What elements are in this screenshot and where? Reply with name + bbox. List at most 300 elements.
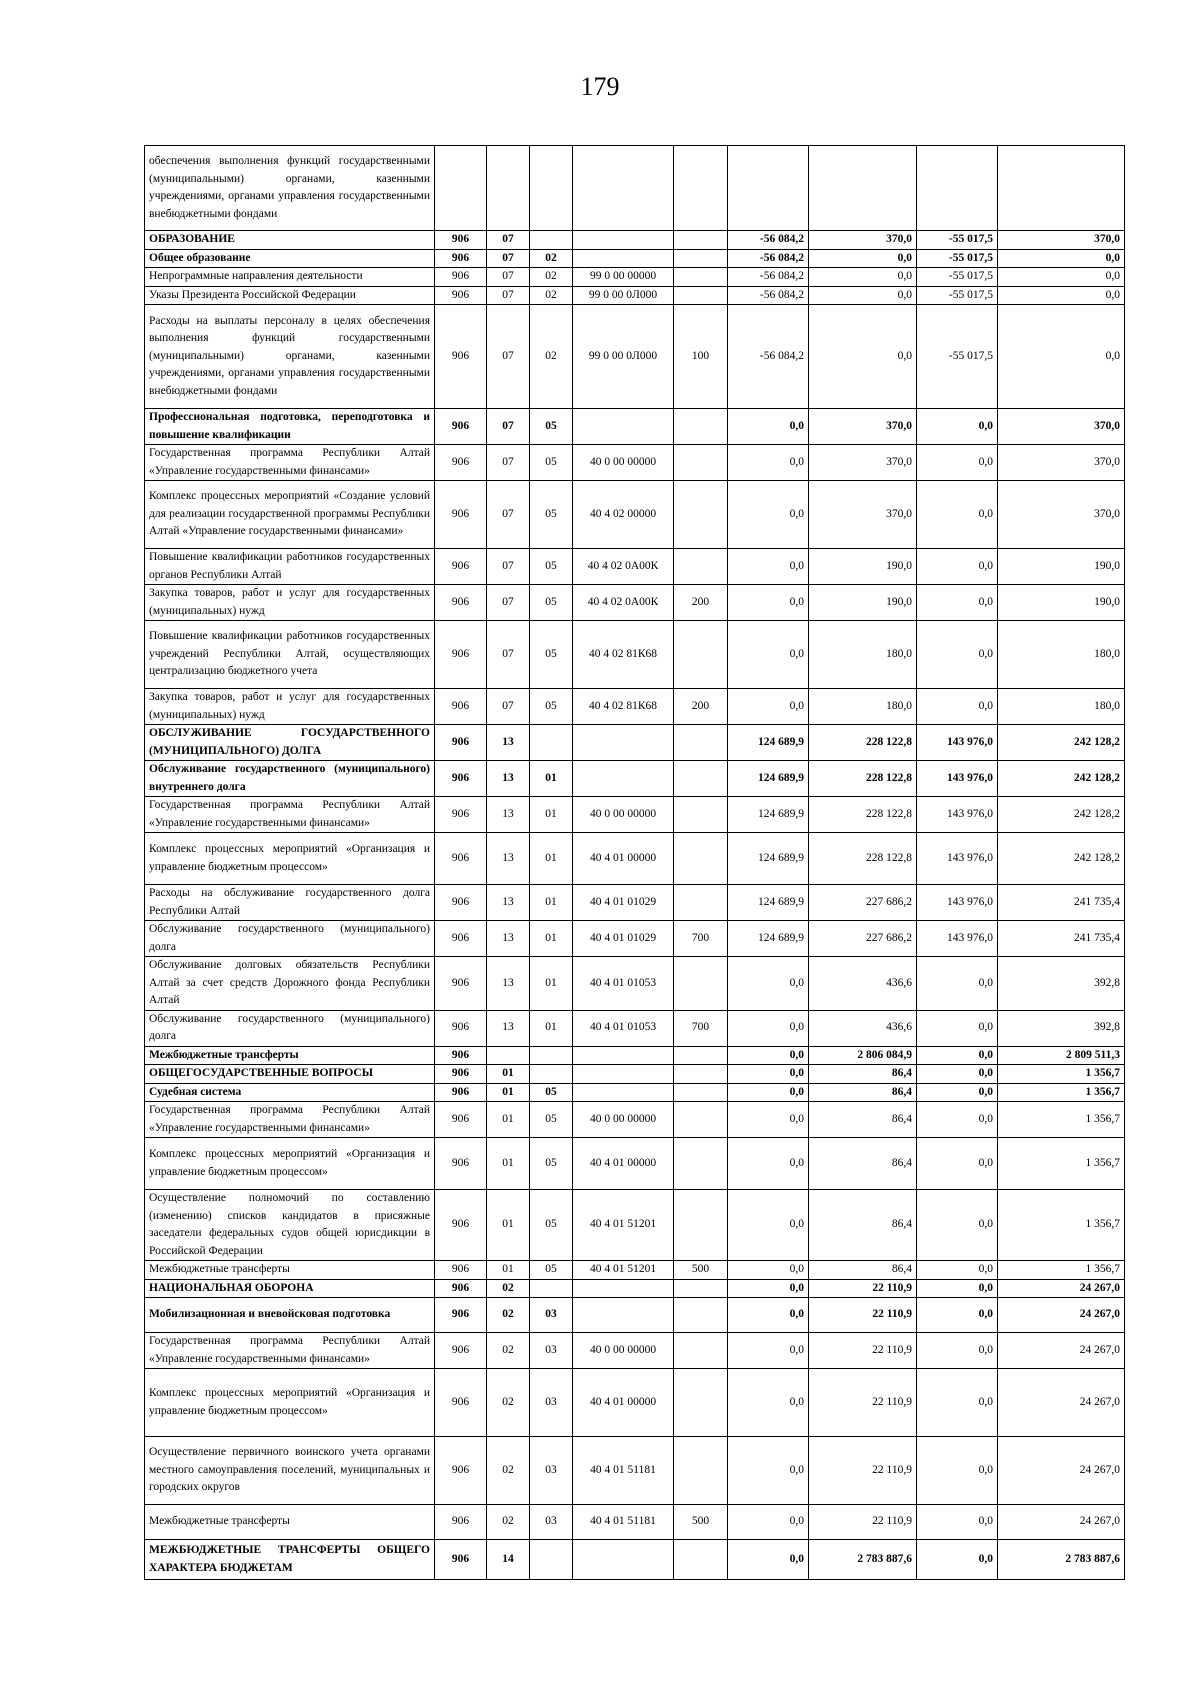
cell-target-article: 40 4 01 01053 xyxy=(573,1010,674,1046)
cell-section-code: 13 xyxy=(487,761,530,797)
cell-amount-4: 1 356,7 xyxy=(998,1083,1125,1102)
cell-name: ОБЩЕГОСУДАРСТВЕННЫЕ ВОПРОСЫ xyxy=(145,1065,435,1084)
cell-target-article: 40 4 01 51181 xyxy=(573,1505,674,1540)
cell-amount-1: 124 689,9 xyxy=(728,761,809,797)
cell-amount-1: 0,0 xyxy=(728,621,809,689)
table-body xyxy=(145,146,1125,1580)
cell-name: Закупка товаров, работ и услуг для государственных (муниципальных) нужд xyxy=(145,689,435,725)
cell-name: НАЦИОНАЛЬНАЯ ОБОРОНА xyxy=(145,1279,435,1298)
cell-name: Обслуживание государственного (муниципального) долга xyxy=(145,1010,435,1046)
cell-amount-3: 0,0 xyxy=(917,689,998,725)
cell-section-code: 07 xyxy=(487,268,530,287)
cell-subsection-code: 01 xyxy=(530,833,573,885)
cell-section-code: 07 xyxy=(487,689,530,725)
cell-section-code: 02 xyxy=(487,1437,530,1505)
cell-admin-code: 906 xyxy=(435,761,487,797)
cell-name: Осуществление первичного воинского учета органами местного самоуправления поселений, муниципальных и городских округов xyxy=(145,1437,435,1505)
cell-amount-4 xyxy=(998,146,1125,231)
cell-target-article: 40 0 00 00000 xyxy=(573,1333,674,1369)
cell-amount-4: 24 267,0 xyxy=(998,1279,1125,1298)
cell-admin-code: 906 xyxy=(435,921,487,957)
cell-subsection-code: 03 xyxy=(530,1437,573,1505)
table-row xyxy=(145,921,1125,957)
cell-amount-1: 0,0 xyxy=(728,1505,809,1540)
cell-admin-code xyxy=(435,146,487,231)
cell-expense-type xyxy=(674,1369,728,1437)
cell-amount-3: 0,0 xyxy=(917,1437,998,1505)
cell-name: ОБРАЗОВАНИЕ xyxy=(145,231,435,250)
cell-amount-3: -55 017,5 xyxy=(917,231,998,250)
cell-amount-2: 227 686,2 xyxy=(809,921,917,957)
cell-amount-1: 124 689,9 xyxy=(728,797,809,833)
cell-amount-4: 392,8 xyxy=(998,957,1125,1011)
cell-amount-1: 0,0 xyxy=(728,1190,809,1261)
cell-amount-3: 0,0 xyxy=(917,957,998,1011)
cell-section-code: 13 xyxy=(487,885,530,921)
cell-amount-4: 370,0 xyxy=(998,231,1125,250)
cell-amount-4: 1 356,7 xyxy=(998,1138,1125,1190)
cell-amount-3: 0,0 xyxy=(917,621,998,689)
table-row xyxy=(145,1261,1125,1280)
cell-amount-3: 0,0 xyxy=(917,1540,998,1580)
cell-amount-2: 86,4 xyxy=(809,1190,917,1261)
cell-amount-1: 0,0 xyxy=(728,585,809,621)
table-row xyxy=(145,1369,1125,1437)
cell-amount-4: 24 267,0 xyxy=(998,1333,1125,1369)
cell-subsection-code: 05 xyxy=(530,481,573,549)
cell-amount-2: 0,0 xyxy=(809,268,917,287)
cell-expense-type xyxy=(674,761,728,797)
cell-section-code: 07 xyxy=(487,409,530,445)
cell-section-code: 02 xyxy=(487,1369,530,1437)
cell-amount-3: 0,0 xyxy=(917,1010,998,1046)
cell-subsection-code: 05 xyxy=(530,1138,573,1190)
cell-amount-2: 86,4 xyxy=(809,1138,917,1190)
cell-target-article: 40 4 01 01029 xyxy=(573,885,674,921)
cell-section-code: 02 xyxy=(487,1505,530,1540)
cell-name: Государственная программа Республики Алтай «Управление государственными финансами» xyxy=(145,445,435,481)
table-row xyxy=(145,1298,1125,1333)
cell-name: Общее образование xyxy=(145,249,435,268)
cell-target-article: 40 4 01 51181 xyxy=(573,1437,674,1505)
cell-section-code: 13 xyxy=(487,833,530,885)
cell-section-code: 07 xyxy=(487,231,530,250)
cell-admin-code: 906 xyxy=(435,1298,487,1333)
cell-target-article: 40 4 01 01029 xyxy=(573,921,674,957)
cell-name: Судебная система xyxy=(145,1083,435,1102)
cell-amount-4: 24 267,0 xyxy=(998,1505,1125,1540)
cell-amount-4: 0,0 xyxy=(998,305,1125,409)
table-row xyxy=(145,1065,1125,1084)
cell-section-code: 13 xyxy=(487,957,530,1011)
cell-expense-type xyxy=(674,797,728,833)
cell-section-code xyxy=(487,1046,530,1065)
cell-subsection-code xyxy=(530,1279,573,1298)
cell-expense-type xyxy=(674,1102,728,1138)
table-row xyxy=(145,1138,1125,1190)
cell-amount-2: 22 110,9 xyxy=(809,1505,917,1540)
cell-subsection-code: 01 xyxy=(530,885,573,921)
cell-amount-1: 124 689,9 xyxy=(728,885,809,921)
cell-target-article xyxy=(573,1279,674,1298)
cell-section-code: 02 xyxy=(487,1279,530,1298)
cell-subsection-code: 05 xyxy=(530,585,573,621)
table-row xyxy=(145,249,1125,268)
cell-target-article xyxy=(573,1065,674,1084)
cell-amount-3: 0,0 xyxy=(917,1369,998,1437)
cell-amount-1: 0,0 xyxy=(728,1540,809,1580)
cell-target-article: 40 4 02 0А00К xyxy=(573,549,674,585)
cell-admin-code: 906 xyxy=(435,689,487,725)
cell-name: Комплекс процессных мероприятий «Организация и управление бюджетным процессом» xyxy=(145,833,435,885)
cell-amount-4: 370,0 xyxy=(998,445,1125,481)
table-row xyxy=(145,549,1125,585)
cell-amount-4: 1 356,7 xyxy=(998,1190,1125,1261)
cell-amount-1: 0,0 xyxy=(728,409,809,445)
cell-admin-code: 906 xyxy=(435,549,487,585)
cell-section-code: 01 xyxy=(487,1138,530,1190)
cell-amount-2 xyxy=(809,146,917,231)
cell-name: Обслуживание государственного (муниципального) внутреннего долга xyxy=(145,761,435,797)
cell-amount-1: 0,0 xyxy=(728,481,809,549)
cell-admin-code: 906 xyxy=(435,1190,487,1261)
cell-amount-4: 180,0 xyxy=(998,689,1125,725)
cell-subsection-code xyxy=(530,1065,573,1084)
table-row xyxy=(145,231,1125,250)
table-row xyxy=(145,833,1125,885)
cell-admin-code: 906 xyxy=(435,585,487,621)
cell-amount-4: 1 356,7 xyxy=(998,1261,1125,1280)
cell-target-article: 40 4 01 00000 xyxy=(573,1138,674,1190)
cell-expense-type xyxy=(674,885,728,921)
cell-target-article: 40 4 01 00000 xyxy=(573,1369,674,1437)
cell-subsection-code xyxy=(530,1540,573,1580)
cell-amount-4: 190,0 xyxy=(998,549,1125,585)
cell-amount-1: -56 084,2 xyxy=(728,231,809,250)
cell-admin-code: 906 xyxy=(435,1010,487,1046)
cell-expense-type: 500 xyxy=(674,1261,728,1280)
cell-amount-2: 370,0 xyxy=(809,481,917,549)
cell-target-article: 40 4 01 00000 xyxy=(573,833,674,885)
cell-amount-3: 0,0 xyxy=(917,409,998,445)
cell-amount-2: 2 783 887,6 xyxy=(809,1540,917,1580)
cell-amount-2: 190,0 xyxy=(809,549,917,585)
cell-amount-1: 0,0 xyxy=(728,689,809,725)
cell-name: Указы Президента Российской Федерации xyxy=(145,286,435,305)
cell-amount-1: 124 689,9 xyxy=(728,725,809,761)
cell-name: Государственная программа Республики Алтай «Управление государственными финансами» xyxy=(145,1102,435,1138)
cell-target-article: 40 4 01 51201 xyxy=(573,1261,674,1280)
cell-admin-code: 906 xyxy=(435,1369,487,1437)
cell-amount-3: 0,0 xyxy=(917,1298,998,1333)
cell-subsection-code: 05 xyxy=(530,1102,573,1138)
cell-section-code: 13 xyxy=(487,1010,530,1046)
cell-amount-2: 22 110,9 xyxy=(809,1298,917,1333)
cell-admin-code: 906 xyxy=(435,1279,487,1298)
cell-section-code: 01 xyxy=(487,1190,530,1261)
cell-amount-4: 242 128,2 xyxy=(998,833,1125,885)
cell-expense-type xyxy=(674,1046,728,1065)
table-row xyxy=(145,885,1125,921)
cell-name: Комплекс процессных мероприятий «Организация и управление бюджетным процессом» xyxy=(145,1138,435,1190)
cell-name: обеспечения выполнения функций государственными (муниципальными) органами, казенными учреждениями, органами управления государственными внебюджетными фондами xyxy=(145,146,435,231)
cell-name: Профессиональная подготовка, переподготовка и повышение квалификации xyxy=(145,409,435,445)
table-row xyxy=(145,1437,1125,1505)
cell-amount-4: 370,0 xyxy=(998,481,1125,549)
table-row xyxy=(145,1279,1125,1298)
cell-admin-code: 906 xyxy=(435,268,487,287)
cell-amount-2: 436,6 xyxy=(809,957,917,1011)
cell-amount-3: 0,0 xyxy=(917,1065,998,1084)
cell-name: Повышение квалификации работников государственных учреждений Республики Алтай, осуществляющих централизацию бюджетного учета xyxy=(145,621,435,689)
cell-amount-2: 227 686,2 xyxy=(809,885,917,921)
cell-target-article: 40 0 00 00000 xyxy=(573,445,674,481)
table-row xyxy=(145,957,1125,1011)
cell-target-article xyxy=(573,409,674,445)
cell-subsection-code: 05 xyxy=(530,621,573,689)
cell-amount-3: 0,0 xyxy=(917,1046,998,1065)
cell-target-article: 40 4 02 81К68 xyxy=(573,621,674,689)
cell-amount-1: 124 689,9 xyxy=(728,921,809,957)
table-row xyxy=(145,689,1125,725)
cell-subsection-code: 01 xyxy=(530,957,573,1011)
cell-amount-1: -56 084,2 xyxy=(728,268,809,287)
cell-amount-1: 0,0 xyxy=(728,1046,809,1065)
cell-section-code: 01 xyxy=(487,1261,530,1280)
cell-admin-code: 906 xyxy=(435,1540,487,1580)
table-row xyxy=(145,268,1125,287)
cell-section-code: 07 xyxy=(487,621,530,689)
table-row xyxy=(145,1083,1125,1102)
cell-admin-code: 906 xyxy=(435,249,487,268)
cell-subsection-code: 05 xyxy=(530,549,573,585)
cell-amount-1: -56 084,2 xyxy=(728,249,809,268)
table-row xyxy=(145,585,1125,621)
cell-subsection-code: 03 xyxy=(530,1298,573,1333)
cell-amount-1: 0,0 xyxy=(728,957,809,1011)
cell-expense-type: 500 xyxy=(674,1505,728,1540)
cell-subsection-code: 03 xyxy=(530,1505,573,1540)
cell-amount-2: 22 110,9 xyxy=(809,1369,917,1437)
cell-admin-code: 906 xyxy=(435,1065,487,1084)
cell-name: Межбюджетные трансферты xyxy=(145,1261,435,1280)
cell-amount-1: -56 084,2 xyxy=(728,305,809,409)
cell-expense-type xyxy=(674,1333,728,1369)
cell-name: Непрограммные направления деятельности xyxy=(145,268,435,287)
cell-amount-3: 0,0 xyxy=(917,1505,998,1540)
cell-amount-2: 2 806 084,9 xyxy=(809,1046,917,1065)
cell-amount-2: 0,0 xyxy=(809,305,917,409)
cell-expense-type xyxy=(674,1065,728,1084)
cell-admin-code: 906 xyxy=(435,1046,487,1065)
cell-admin-code: 906 xyxy=(435,1437,487,1505)
cell-expense-type xyxy=(674,268,728,287)
cell-name: Мобилизационная и вневойсковая подготовка xyxy=(145,1298,435,1333)
cell-amount-2: 0,0 xyxy=(809,286,917,305)
cell-subsection-code: 02 xyxy=(530,268,573,287)
cell-subsection-code: 05 xyxy=(530,1190,573,1261)
cell-section-code: 14 xyxy=(487,1540,530,1580)
cell-amount-3 xyxy=(917,146,998,231)
cell-amount-2: 228 122,8 xyxy=(809,761,917,797)
cell-expense-type xyxy=(674,957,728,1011)
cell-expense-type: 700 xyxy=(674,1010,728,1046)
cell-amount-3: 143 976,0 xyxy=(917,761,998,797)
cell-amount-4: 242 128,2 xyxy=(998,725,1125,761)
cell-amount-1 xyxy=(728,146,809,231)
cell-amount-3: 0,0 xyxy=(917,585,998,621)
cell-expense-type: 700 xyxy=(674,921,728,957)
cell-section-code: 02 xyxy=(487,1333,530,1369)
cell-amount-1: 0,0 xyxy=(728,1102,809,1138)
cell-amount-2: 86,4 xyxy=(809,1102,917,1138)
cell-amount-2: 436,6 xyxy=(809,1010,917,1046)
table-row xyxy=(145,621,1125,689)
cell-section-code: 13 xyxy=(487,921,530,957)
table-row xyxy=(145,761,1125,797)
cell-amount-4: 370,0 xyxy=(998,409,1125,445)
cell-amount-4: 2 809 511,3 xyxy=(998,1046,1125,1065)
cell-subsection-code: 01 xyxy=(530,1010,573,1046)
cell-expense-type xyxy=(674,1540,728,1580)
cell-amount-4: 2 783 887,6 xyxy=(998,1540,1125,1580)
table-row xyxy=(145,445,1125,481)
table-row xyxy=(145,286,1125,305)
cell-subsection-code: 03 xyxy=(530,1333,573,1369)
cell-expense-type xyxy=(674,833,728,885)
cell-amount-4: 190,0 xyxy=(998,585,1125,621)
cell-amount-4: 0,0 xyxy=(998,286,1125,305)
cell-amount-3: 0,0 xyxy=(917,1190,998,1261)
cell-target-article: 40 4 02 00000 xyxy=(573,481,674,549)
cell-admin-code: 906 xyxy=(435,1083,487,1102)
cell-name: Осуществление полномочий по составлению (изменению) списков кандидатов в присяжные заседатели федеральных судов общей юрисдикции в Российской Федерации xyxy=(145,1190,435,1261)
table-row xyxy=(145,1333,1125,1369)
cell-amount-2: 86,4 xyxy=(809,1065,917,1084)
cell-section-code: 07 xyxy=(487,585,530,621)
cell-target-article xyxy=(573,249,674,268)
cell-expense-type: 100 xyxy=(674,305,728,409)
cell-amount-2: 180,0 xyxy=(809,689,917,725)
cell-admin-code: 906 xyxy=(435,621,487,689)
cell-expense-type xyxy=(674,621,728,689)
cell-admin-code: 906 xyxy=(435,957,487,1011)
cell-expense-type xyxy=(674,549,728,585)
table-row xyxy=(145,305,1125,409)
cell-subsection-code: 05 xyxy=(530,689,573,725)
cell-expense-type xyxy=(674,409,728,445)
cell-amount-3: 143 976,0 xyxy=(917,833,998,885)
cell-amount-3: -55 017,5 xyxy=(917,286,998,305)
cell-admin-code: 906 xyxy=(435,1138,487,1190)
cell-section-code: 07 xyxy=(487,286,530,305)
cell-amount-3: 0,0 xyxy=(917,1261,998,1280)
cell-amount-2: 228 122,8 xyxy=(809,797,917,833)
cell-amount-1: 0,0 xyxy=(728,1279,809,1298)
cell-target-article: 99 0 00 00000 xyxy=(573,268,674,287)
cell-amount-3: 0,0 xyxy=(917,1333,998,1369)
cell-amount-2: 22 110,9 xyxy=(809,1279,917,1298)
cell-amount-4: 24 267,0 xyxy=(998,1298,1125,1333)
cell-amount-2: 22 110,9 xyxy=(809,1437,917,1505)
cell-name: Расходы на выплаты персоналу в целях обеспечения выполнения функций государственными (муниципальными) органами, казенными учреждениями, органами управления государственными внебюджетными фондами xyxy=(145,305,435,409)
cell-expense-type xyxy=(674,1279,728,1298)
table-row xyxy=(145,1540,1125,1580)
cell-subsection-code: 05 xyxy=(530,409,573,445)
cell-section-code: 02 xyxy=(487,1298,530,1333)
budget-table xyxy=(144,145,1125,1580)
table-row xyxy=(145,1102,1125,1138)
cell-section-code: 07 xyxy=(487,549,530,585)
cell-name: Комплекс процессных мероприятий «Создание условий для реализации государственной программы Республики Алтай «Управление государственными финансами» xyxy=(145,481,435,549)
cell-section-code: 01 xyxy=(487,1083,530,1102)
cell-admin-code: 906 xyxy=(435,286,487,305)
cell-amount-1: -56 084,2 xyxy=(728,286,809,305)
cell-name: Повышение квалификации работников государственных органов Республики Алтай xyxy=(145,549,435,585)
cell-amount-4: 24 267,0 xyxy=(998,1369,1125,1437)
cell-amount-4: 1 356,7 xyxy=(998,1065,1125,1084)
cell-expense-type xyxy=(674,286,728,305)
cell-amount-3: 0,0 xyxy=(917,1138,998,1190)
cell-amount-1: 124 689,9 xyxy=(728,833,809,885)
cell-amount-2: 228 122,8 xyxy=(809,725,917,761)
cell-amount-4: 242 128,2 xyxy=(998,761,1125,797)
cell-admin-code: 906 xyxy=(435,1505,487,1540)
cell-name: Комплекс процессных мероприятий «Организация и управление бюджетным процессом» xyxy=(145,1369,435,1437)
cell-section-code: 07 xyxy=(487,481,530,549)
table-row xyxy=(145,409,1125,445)
cell-subsection-code xyxy=(530,725,573,761)
cell-name: МЕЖБЮДЖЕТНЫЕ ТРАНСФЕРТЫ ОБЩЕГО ХАРАКТЕРА БЮДЖЕТАМ xyxy=(145,1540,435,1580)
cell-admin-code: 906 xyxy=(435,445,487,481)
cell-subsection-code: 02 xyxy=(530,249,573,268)
cell-target-article xyxy=(573,231,674,250)
cell-expense-type xyxy=(674,1138,728,1190)
cell-target-article: 40 0 00 00000 xyxy=(573,1102,674,1138)
cell-name: Расходы на обслуживание государственного долга Республики Алтай xyxy=(145,885,435,921)
cell-amount-4: 242 128,2 xyxy=(998,797,1125,833)
cell-subsection-code: 01 xyxy=(530,921,573,957)
cell-amount-3: 143 976,0 xyxy=(917,797,998,833)
cell-section-code xyxy=(487,146,530,231)
cell-subsection-code xyxy=(530,146,573,231)
table-row xyxy=(145,797,1125,833)
cell-expense-type xyxy=(674,1083,728,1102)
cell-expense-type xyxy=(674,481,728,549)
cell-target-article xyxy=(573,1046,674,1065)
cell-target-article: 99 0 00 0Л000 xyxy=(573,286,674,305)
cell-amount-3: 0,0 xyxy=(917,481,998,549)
cell-target-article: 40 0 00 00000 xyxy=(573,797,674,833)
cell-target-article: 99 0 00 0Л000 xyxy=(573,305,674,409)
cell-target-article xyxy=(573,725,674,761)
cell-admin-code: 906 xyxy=(435,409,487,445)
cell-subsection-code: 02 xyxy=(530,286,573,305)
cell-amount-2: 0,0 xyxy=(809,249,917,268)
cell-expense-type xyxy=(674,1298,728,1333)
cell-section-code: 07 xyxy=(487,305,530,409)
table-row xyxy=(145,1505,1125,1540)
cell-expense-type xyxy=(674,445,728,481)
cell-amount-3: 0,0 xyxy=(917,1102,998,1138)
cell-amount-4: 392,8 xyxy=(998,1010,1125,1046)
cell-expense-type: 200 xyxy=(674,689,728,725)
cell-amount-3: -55 017,5 xyxy=(917,268,998,287)
cell-amount-4: 241 735,4 xyxy=(998,921,1125,957)
cell-amount-3: 0,0 xyxy=(917,445,998,481)
cell-amount-3: 0,0 xyxy=(917,549,998,585)
cell-subsection-code: 05 xyxy=(530,1261,573,1280)
